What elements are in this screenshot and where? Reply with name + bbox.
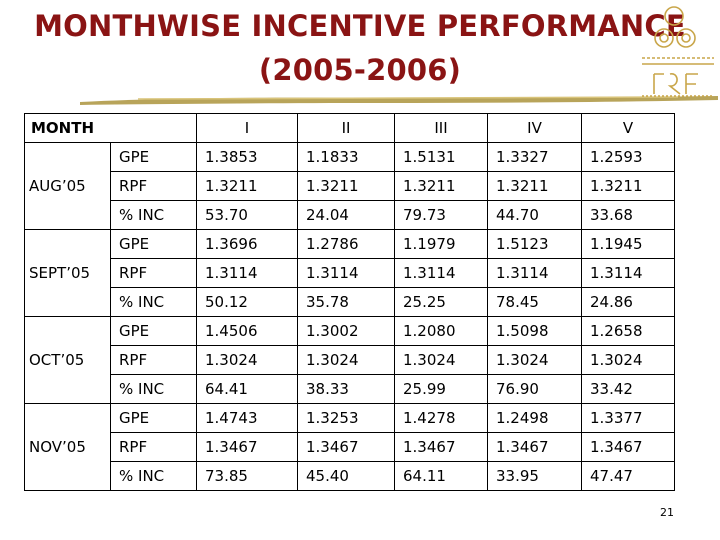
column-header-i: I	[197, 114, 298, 143]
table-row	[25, 143, 675, 172]
value-cell: 1.4743	[197, 404, 298, 433]
value-cell: 1.3211	[197, 172, 298, 201]
table-row	[25, 375, 675, 404]
value-cell: 1.3853	[197, 143, 298, 172]
table-row	[25, 404, 675, 433]
table-row	[25, 172, 675, 201]
month-cell: NOV’05	[25, 404, 111, 491]
value-cell: 1.3377	[582, 404, 675, 433]
value-cell: 50.12	[197, 288, 298, 317]
slide-title	[0, 4, 720, 92]
table-header-row	[25, 114, 675, 143]
value-cell: 53.70	[197, 201, 298, 230]
value-cell: 78.45	[488, 288, 582, 317]
value-cell: 1.3114	[298, 259, 395, 288]
metric-label: % INC	[111, 462, 197, 491]
metric-label: GPE	[111, 143, 197, 172]
value-cell: 1.3696	[197, 230, 298, 259]
metric-label: GPE	[111, 404, 197, 433]
value-cell: 47.47	[582, 462, 675, 491]
value-cell: 1.5123	[488, 230, 582, 259]
page-number: 21	[660, 506, 674, 519]
value-cell: 1.1945	[582, 230, 675, 259]
value-cell: 1.3467	[298, 433, 395, 462]
value-cell: 24.04	[298, 201, 395, 230]
value-cell: 33.42	[582, 375, 675, 404]
value-cell: 1.2658	[582, 317, 675, 346]
value-cell: 35.78	[298, 288, 395, 317]
value-cell: 1.1979	[395, 230, 488, 259]
metric-label: RPF	[111, 346, 197, 375]
value-cell: 1.3114	[197, 259, 298, 288]
value-cell: 33.95	[488, 462, 582, 491]
value-cell: 1.3253	[298, 404, 395, 433]
value-cell: 1.3114	[582, 259, 675, 288]
metric-label: RPF	[111, 172, 197, 201]
value-cell: 1.4278	[395, 404, 488, 433]
value-cell: 64.41	[197, 375, 298, 404]
metric-label: % INC	[111, 201, 197, 230]
slide-title-line-2: (2005-2006)	[258, 53, 462, 87]
metric-label: RPF	[111, 259, 197, 288]
value-cell: 1.3002	[298, 317, 395, 346]
month-cell: OCT’05	[25, 317, 111, 404]
table-row	[25, 288, 675, 317]
value-cell: 1.3114	[488, 259, 582, 288]
value-cell: 1.3467	[582, 433, 675, 462]
value-cell: 1.3114	[395, 259, 488, 288]
column-header-ii: II	[298, 114, 395, 143]
table-row	[25, 230, 675, 259]
value-cell: 1.5131	[395, 143, 488, 172]
metric-label: GPE	[111, 230, 197, 259]
table-row	[25, 259, 675, 288]
value-cell: 45.40	[298, 462, 395, 491]
metric-label: % INC	[111, 375, 197, 404]
value-cell: 1.2593	[582, 143, 675, 172]
value-cell: 76.90	[488, 375, 582, 404]
metric-label: GPE	[111, 317, 197, 346]
month-cell: SEPT’05	[25, 230, 111, 317]
value-cell: 1.2498	[488, 404, 582, 433]
month-cell: AUG’05	[25, 143, 111, 230]
table-row	[25, 462, 675, 491]
value-cell: 1.3024	[395, 346, 488, 375]
value-cell: 25.25	[395, 288, 488, 317]
value-cell: 24.86	[582, 288, 675, 317]
table-row	[25, 317, 675, 346]
column-header-v: V	[582, 114, 675, 143]
value-cell: 1.5098	[488, 317, 582, 346]
value-cell: 79.73	[395, 201, 488, 230]
value-cell: 1.3024	[488, 346, 582, 375]
value-cell: 1.4506	[197, 317, 298, 346]
value-cell: 44.70	[488, 201, 582, 230]
value-cell: 1.2080	[395, 317, 488, 346]
value-cell: 1.3211	[582, 172, 675, 201]
value-cell: 1.1833	[298, 143, 395, 172]
column-header-iii: III	[395, 114, 488, 143]
value-cell: 1.3211	[298, 172, 395, 201]
value-cell: 1.3211	[488, 172, 582, 201]
column-header-iv: IV	[488, 114, 582, 143]
value-cell: 73.85	[197, 462, 298, 491]
value-cell: 1.3024	[298, 346, 395, 375]
value-cell: 1.3211	[395, 172, 488, 201]
irf-logo-icon	[634, 2, 720, 102]
value-cell: 33.68	[582, 201, 675, 230]
value-cell: 25.99	[395, 375, 488, 404]
value-cell: 1.3327	[488, 143, 582, 172]
value-cell: 1.3467	[197, 433, 298, 462]
slide-title-line-1: MONTHWISE INCENTIVE PERFORMANCE	[34, 9, 686, 43]
value-cell: 64.11	[395, 462, 488, 491]
metric-label: RPF	[111, 433, 197, 462]
value-cell: 1.2786	[298, 230, 395, 259]
metric-label: % INC	[111, 288, 197, 317]
value-cell: 1.3024	[197, 346, 298, 375]
month-column-header: MONTH	[25, 114, 197, 143]
value-cell: 1.3024	[582, 346, 675, 375]
table-row	[25, 346, 675, 375]
value-cell: 1.3467	[488, 433, 582, 462]
value-cell: 1.3467	[395, 433, 488, 462]
value-cell: 38.33	[298, 375, 395, 404]
table-row	[25, 433, 675, 462]
incentive-performance-table	[24, 113, 675, 491]
table-row	[25, 201, 675, 230]
title-underline-brush	[78, 94, 720, 106]
